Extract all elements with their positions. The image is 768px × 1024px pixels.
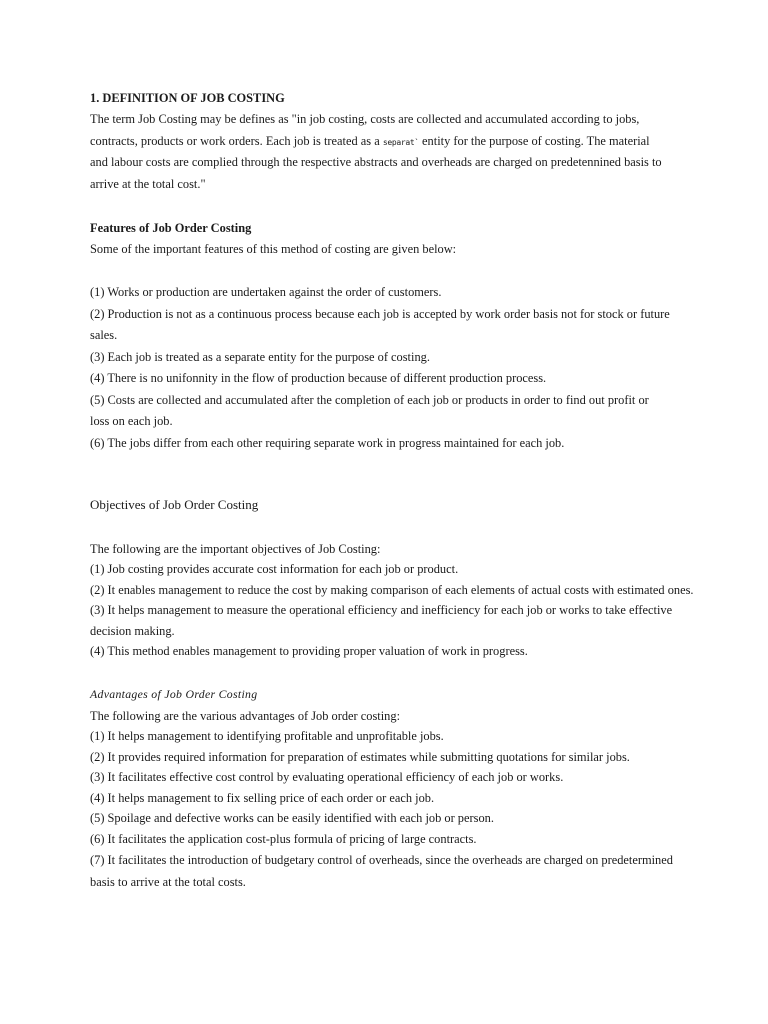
definition-text: entity for the purpose of costing. The material <box>418 134 650 148</box>
definition-line: The term Job Costing may be defines as "in job costing, costs are collected and accumulated according to jobs, <box>90 112 640 126</box>
definition-text: contracts, products or work orders. Each job is treated as a <box>90 134 383 148</box>
definition-line: arrive at the total cost." <box>90 177 206 191</box>
list-item: sales. <box>90 328 118 342</box>
list-item: loss on each job. <box>90 414 173 428</box>
list-item: (1) Works or production are undertaken against the order of customers. <box>90 285 442 299</box>
list-item: (2) It provides required information for preparation of estimates while submitting quotations for similar jobs. <box>90 750 630 764</box>
advantages-heading: Advantages of Job Order Costing <box>90 687 258 701</box>
list-item: (2) It enables management to reduce the cost by making comparison of each elements of actual costs with estimated ones. <box>90 583 694 597</box>
list-item: (7) It facilitates the introduction of budgetary control of overheads, since the overheads are charged on predetermined <box>90 853 673 867</box>
features-heading: Features of Job Order Costing <box>90 221 252 235</box>
definition-heading: 1. DEFINITION OF JOB COSTING <box>90 91 285 105</box>
list-item: (4) It helps management to fix selling price of each order or each job. <box>90 791 435 805</box>
list-item: (5) Costs are collected and accumulated after the completion of each job or products in order to find out profit or <box>90 393 649 407</box>
list-item: (6) It facilitates the application cost-plus formula of pricing of large contracts. <box>90 832 477 846</box>
advantages-intro: The following are the various advantages of Job order costing: <box>90 709 401 723</box>
list-item: (3) It facilitates effective cost control by evaluating operational efficiency of each job or works. <box>90 770 564 784</box>
objectives-heading: Objectives of Job Order Costing <box>90 497 259 512</box>
definition-line: and labour costs are complied through the respective abstracts and overheads are charged on predetennined basis to <box>90 155 662 169</box>
garbled-word: separat` <box>382 138 419 147</box>
list-item: (2) Production is not as a continuous process because each job is accepted by work order basis not for stock or future <box>90 307 670 321</box>
objectives-intro: The following are the important objectives of Job Costing: <box>90 542 381 556</box>
list-item: (1) It helps management to identifying profitable and unprofitable jobs. <box>90 729 444 743</box>
list-item: decision making. <box>90 624 175 638</box>
list-item: (6) The jobs differ from each other requiring separate work in progress maintained for each job. <box>90 436 565 450</box>
definition-line <box>90 135 650 147</box>
list-item: (3) It helps management to measure the operational efficiency and inefficiency for each job or works to take effective <box>90 603 673 617</box>
features-intro: Some of the important features of this method of costing are given below: <box>90 242 457 256</box>
list-item: (4) This method enables management to providing proper valuation of work in progress. <box>90 644 528 658</box>
list-item: (1) Job costing provides accurate cost information for each job or product. <box>90 562 459 576</box>
list-item: basis to arrive at the total costs. <box>90 875 246 889</box>
list-item: (3) Each job is treated as a separate entity for the purpose of costing. <box>90 350 430 364</box>
list-item: (5) Spoilage and defective works can be easily identified with each job or person. <box>90 811 494 825</box>
list-item: (4) There is no unifonnity in the flow of production because of different production process. <box>90 371 547 385</box>
